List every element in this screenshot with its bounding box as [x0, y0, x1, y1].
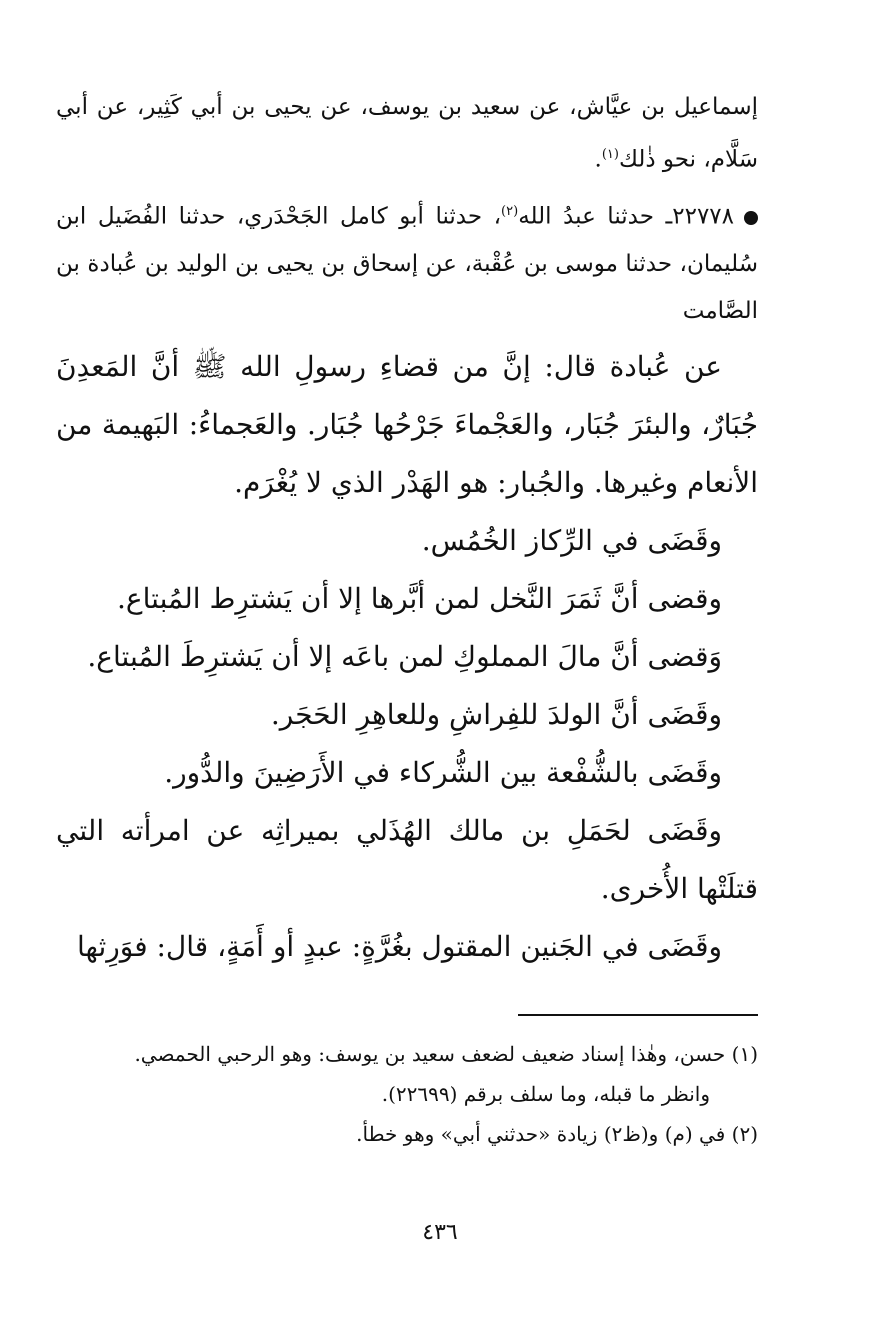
hadith-isnad — [56, 188, 758, 335]
isnad-part-1: حدثنا عبدُ الله — [518, 203, 654, 230]
footnote-divider — [518, 1014, 758, 1016]
hadith-number: ٢٢٧٧٨ـ — [665, 203, 735, 230]
footnote-1: (١) حسن، وهٰذا إسناد ضعيف لضعف سعيد بن يوسف: وهو الرحبي الحمصي. — [134, 1042, 758, 1066]
footnotes — [56, 1034, 758, 1154]
intro-text: إسماعيل بن عيَّاش، عن سعيد بن يوسف، عن يحيى بن أبي كَثِير، عن أبي سَلَّام، نحو ذٰلك — [56, 94, 758, 173]
hadith-matn — [56, 338, 758, 976]
matn-paragraph: وقَضَى في الجَنين المقتول بغُرَّةٍ: عبدٍ أو أَمَةٍ، قال: فوَرِثها — [77, 930, 722, 963]
bullet-icon — [744, 211, 758, 225]
intro-end: . — [594, 146, 602, 173]
footnote-ref-1: (١) — [601, 147, 619, 162]
matn-paragraph: وقَضَى أنَّ الولدَ للفِراشِ وللعاهِرِ الحَجَر. — [270, 698, 722, 731]
footnote-2: (٢) في (م) و(ظ٢) زيادة «حدثني أبي» وهو خطأ. — [356, 1122, 758, 1146]
isnad-part-2: ، حدثنا أبو كامل الجَحْدَري، حدثنا الفُضَيل ابن سُليمان، حدثنا موسى بن عُقْبة، عن إسحاق بن يحيى بن الوليد بن عُبادة بن الصَّامت — [56, 203, 758, 324]
footnote-ref-2: (٢) — [501, 204, 519, 219]
matn-paragraph: وقَضَى لحَمَلِ بن مالك الهُذَلي بميراثِه عن امرأته التي قتلَتْها الأُخرى. — [56, 814, 758, 905]
footnote-1-continued: وانظر ما قبله، وما سلف برقم (٢٢٦٩٩). — [381, 1082, 710, 1106]
matn-paragraph: عن عُبادة قال: إنَّ من قضاءِ رسولِ الله ﷺ أنَّ المَعدِنَ جُبَارٌ، والبئرَ جُبَار، والعَجْماءَ جَرْحُها جُبَار. والعَجماءُ: البَهيمة من الأنعام وغيرها. والجُبار: هو الهَدْر الذي لا يُغْرَم. — [56, 350, 758, 499]
matn-paragraph: وَقضى أنَّ مالَ المملوكِ لمن باعَه إلا أن يَشترِطَ المُبتاع. — [87, 640, 722, 673]
matn-paragraph: وقضى أنَّ ثَمَرَ النَّخل لمن أبَّرها إلا أن يَشترِط المُبتاع. — [117, 582, 722, 615]
intro-paragraph — [56, 84, 758, 184]
matn-paragraph: وقَضَى بالشُّفْعة بين الشُّركاء في الأَرَضِينَ والدُّور. — [164, 756, 722, 789]
page-number: ٤٣٦ — [422, 1220, 458, 1245]
matn-paragraph: وقَضَى في الرِّكاز الخُمُس. — [421, 524, 722, 557]
